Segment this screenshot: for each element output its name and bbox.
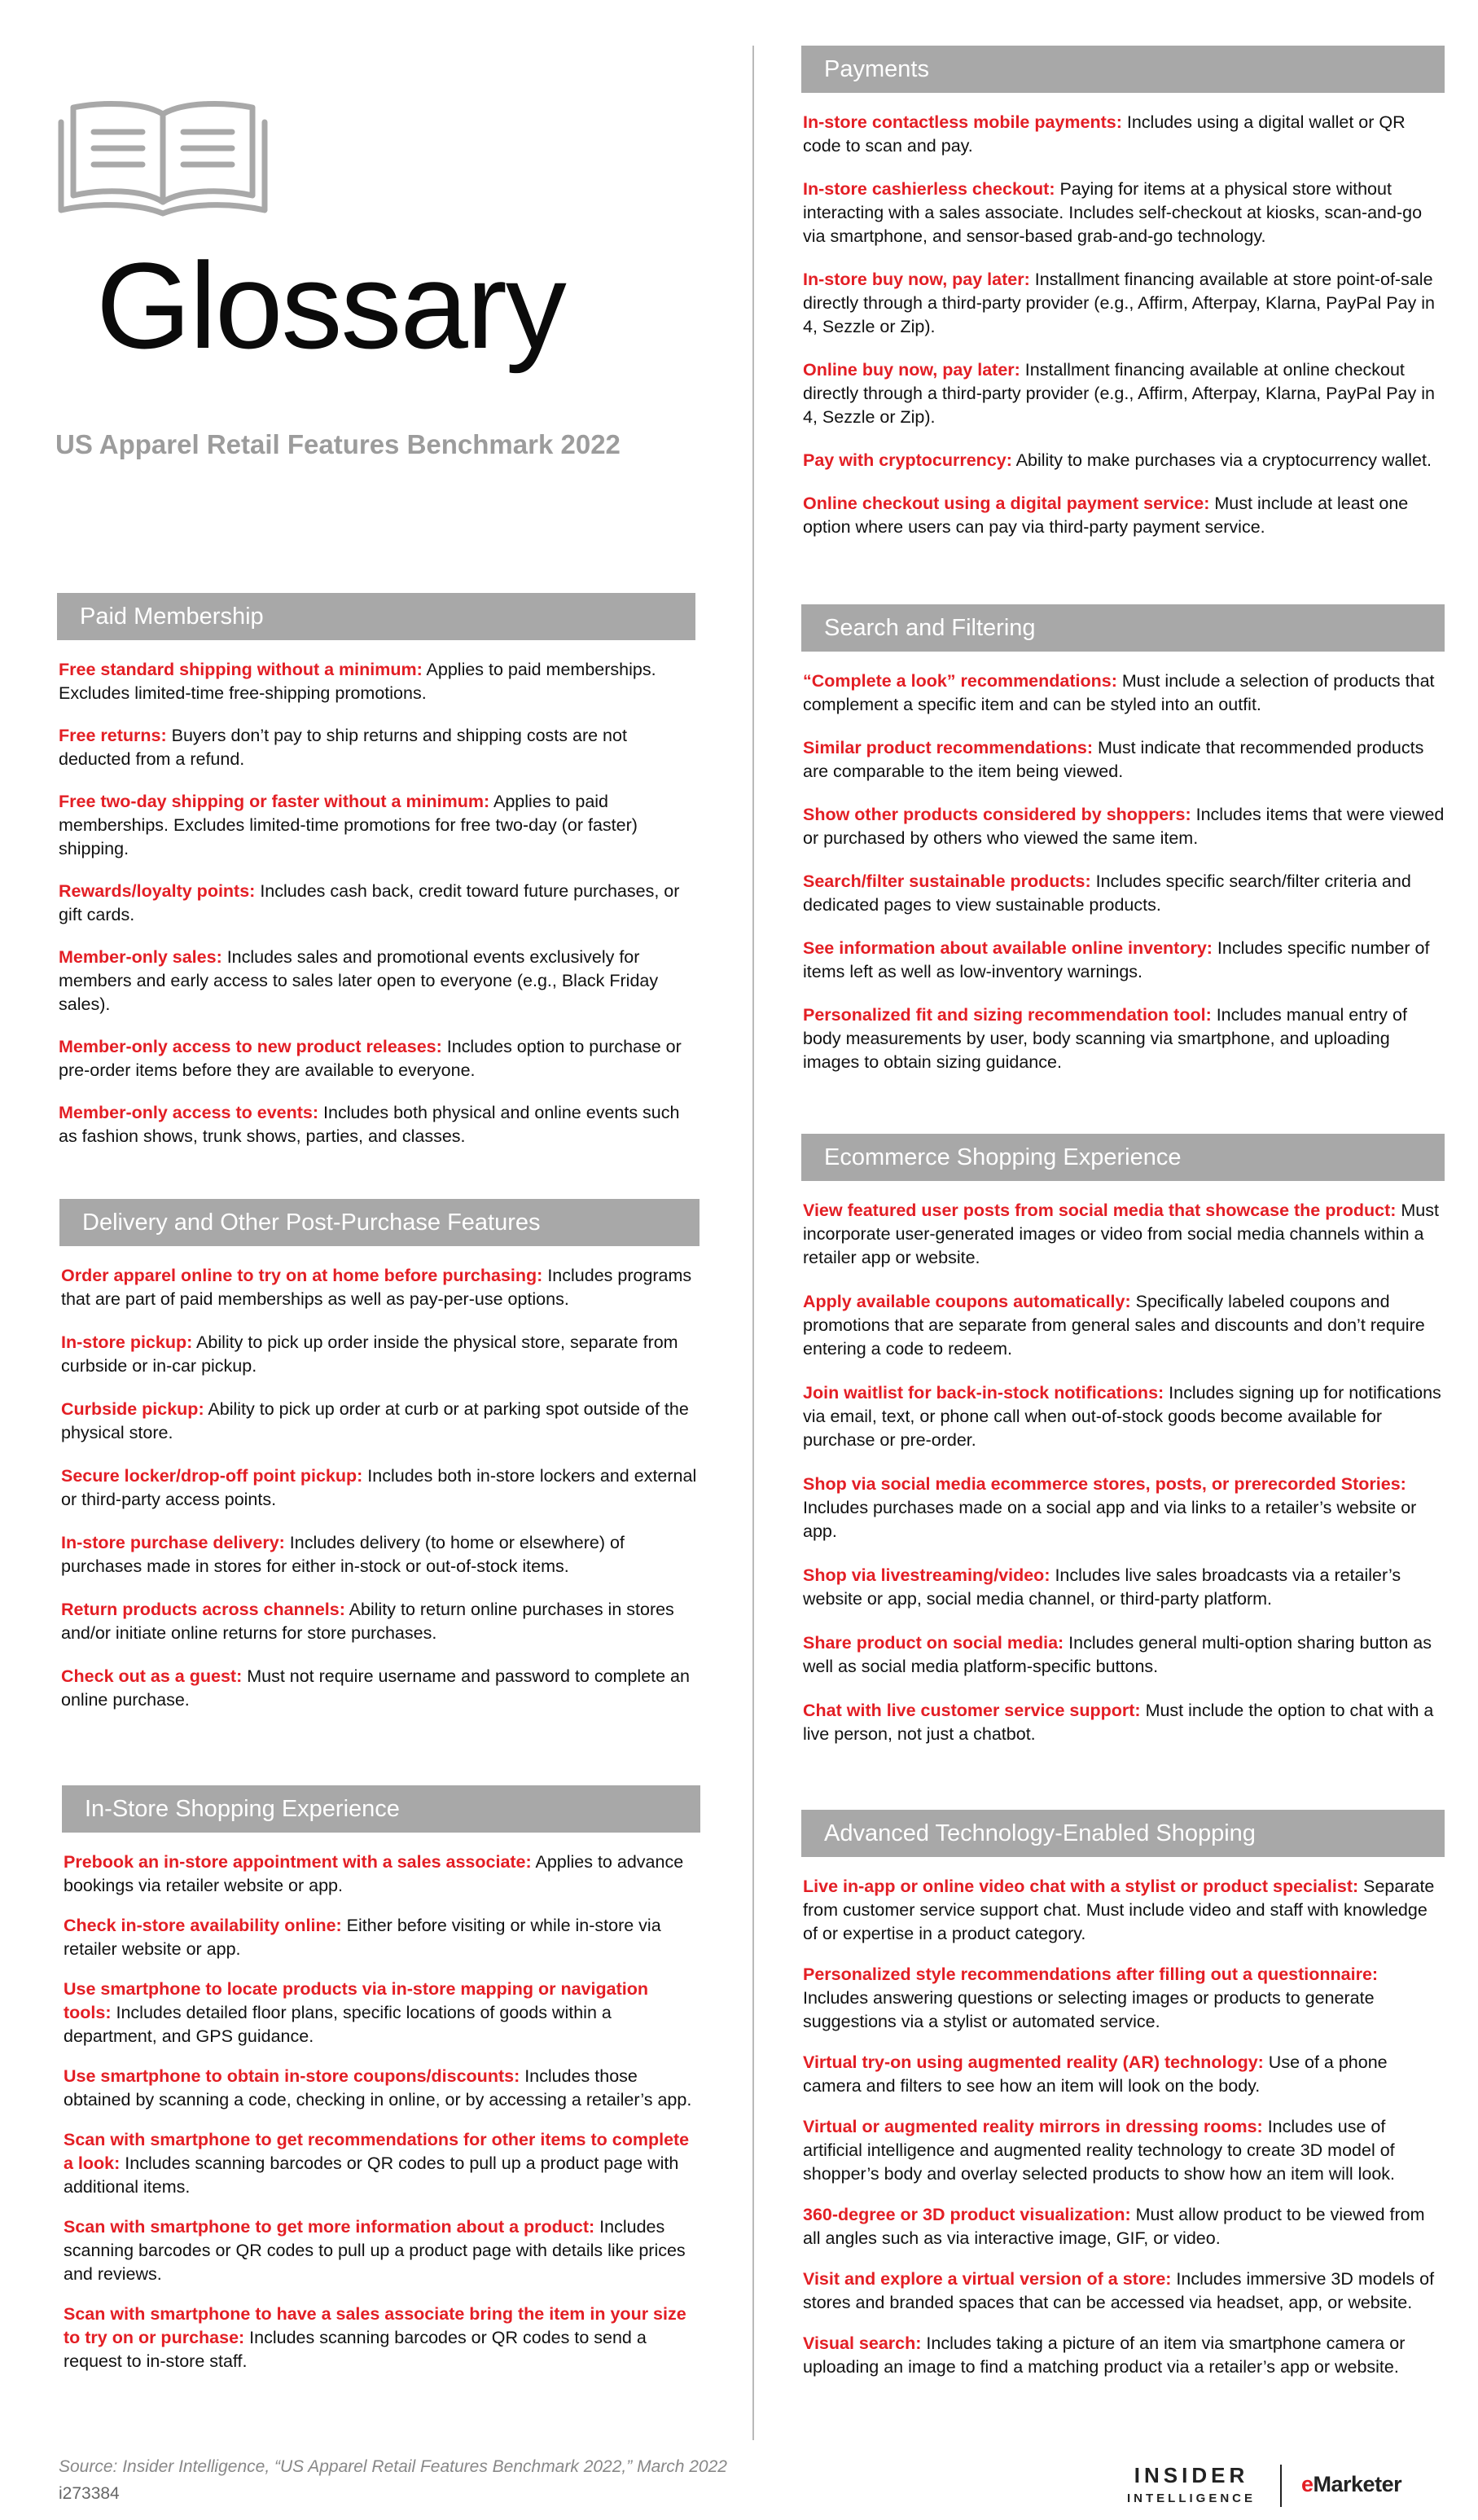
glossary-entry — [803, 492, 1445, 539]
chart-id: i273384 — [59, 2484, 120, 2503]
section-paid-membership — [57, 593, 695, 1167]
glossary-entry — [64, 2215, 700, 2286]
glossary-definition: Includes immersive 3D models of stores and branded spaces that can be accessed via headset, app, or website. — [803, 2269, 1435, 2312]
glossary-entry — [61, 1264, 700, 1311]
glossary-entry — [64, 1850, 700, 1898]
glossary-definition: Installment financing available at store point-of-sale directly through a third-party provider (e.g., Affirm, Afterpay, Klarna, PayPal Pay in 4, Sezzle or Zip). — [803, 270, 1435, 336]
glossary-term: Show other products considered by shoppers: — [803, 805, 1191, 824]
glossary-entry — [803, 1290, 1445, 1361]
glossary-entry — [64, 2128, 700, 2199]
glossary-term: Scan with smartphone to get recommendations for other items to complete a look: — [64, 2130, 690, 2173]
glossary-term: Curbside pickup: — [61, 1399, 204, 1419]
section-delivery — [59, 1199, 700, 1732]
glossary-entry — [803, 670, 1445, 717]
glossary-term: Apply available coupons automatically: — [803, 1292, 1131, 1311]
glossary-entry — [803, 1631, 1445, 1679]
glossary-term: Online buy now, pay later: — [803, 360, 1020, 380]
glossary-entry — [803, 2332, 1445, 2379]
glossary-term: Free two-day shipping or faster without a minimum: — [59, 792, 490, 811]
glossary-term: Prebook an in-store appointment with a sales associate: — [64, 1852, 532, 1872]
glossary-definition: Applies to paid memberships. Excludes limited-time free-shipping promotions. — [59, 660, 656, 703]
glossary-entry — [59, 658, 695, 705]
glossary-definition: Includes scanning barcodes or QR codes to send a request to in-store staff. — [64, 2328, 647, 2371]
section-payments — [801, 46, 1445, 559]
glossary-term: Return products across channels: — [61, 1600, 345, 1619]
glossary-definition: Must include a selection of products that complement a specific item and can be styled into an outfit. — [803, 671, 1435, 714]
glossary-term: In-store buy now, pay later: — [803, 270, 1030, 289]
logo-e: e — [1301, 2472, 1314, 2496]
glossary-term: Search/filter sustainable products: — [803, 871, 1091, 891]
glossary-term: “Complete a look” recommendations: — [803, 671, 1117, 691]
glossary-definition: Includes answering questions or selecting images or products to generate suggestions via a stylist or automated service. — [803, 1988, 1375, 2031]
glossary-entry — [803, 1473, 1445, 1543]
glossary-definition: Includes specific number of items left as well as low-inventory warnings. — [803, 938, 1430, 981]
glossary-entry — [803, 937, 1445, 984]
glossary-entry — [59, 724, 695, 771]
glossary-definition: Separate from customer service support chat. Must include video and staff with knowledge of or expertise in a product category. — [803, 1877, 1435, 1943]
glossary-definition: Includes delivery (to home or elsewhere) of purchases made in stores for either in-stock or out-of-stock items. — [61, 1533, 625, 1576]
emarketer-logo — [1301, 2472, 1401, 2497]
glossary-entry — [803, 1963, 1445, 2034]
glossary-definition: Includes purchases made on a social app and via links to a retailer’s website or app. — [803, 1498, 1417, 1541]
glossary-term: Scan with smartphone to have a sales associate bring the item in your size to try on or purchase: — [64, 2304, 686, 2347]
glossary-definition: Includes scanning barcodes or QR codes to pull up a product page with additional items. — [64, 2153, 679, 2197]
glossary-term: Shop via social media ecommerce stores, posts, or prerecorded Stories: — [803, 1474, 1406, 1494]
glossary-entry — [803, 1875, 1445, 1946]
glossary-definition: Includes scanning barcodes or QR codes to pull up a product page with details like prices and reviews. — [64, 2217, 686, 2284]
insider-intelligence-logo — [1127, 2463, 1256, 2505]
glossary-entry — [803, 2203, 1445, 2250]
glossary-term: 360-degree or 3D product visualization: — [803, 2205, 1131, 2224]
glossary-entry — [803, 2051, 1445, 2098]
section-heading: Search and Filtering — [801, 604, 1445, 652]
glossary-definition: Includes general multi-option sharing button as well as social media platform-specific buttons. — [803, 1633, 1432, 1676]
glossary-entry — [61, 1464, 700, 1512]
glossary-entry — [61, 1665, 700, 1712]
glossary-entry — [803, 803, 1445, 850]
glossary-entry — [803, 2115, 1445, 2186]
logo-separator — [1280, 2465, 1282, 2507]
glossary-term: Share product on social media: — [803, 1633, 1064, 1653]
glossary-entry — [64, 2065, 700, 2112]
glossary-definition: Includes live sales broadcasts via a retailer’s website or app, social media channel, or third-party platform. — [803, 1565, 1401, 1609]
glossary-definition: Includes specific search/filter criteria and dedicated pages to view sustainable products. — [803, 871, 1411, 915]
section-advanced-tech — [801, 1810, 1445, 2396]
glossary-term: Pay with cryptocurrency: — [803, 450, 1012, 470]
glossary-definition: Must incorporate user-generated images or video from social media channels within a retailer app or website. — [803, 1201, 1439, 1267]
glossary-entry — [64, 1914, 700, 1961]
glossary-term: Check in-store availability online: — [64, 1916, 342, 1935]
logo-marketer: Marketer — [1313, 2472, 1402, 2496]
section-ecommerce — [801, 1134, 1445, 1767]
glossary-term: Join waitlist for back-in-stock notifications: — [803, 1383, 1164, 1403]
glossary-definition: Includes manual entry of body measurements by user, body scanning via smartphone, and uploading images to obtain sizing guidance. — [803, 1005, 1407, 1072]
glossary-term: Personalized style recommendations after filling out a questionnaire: — [803, 1965, 1379, 1984]
logo-line2: INTELLIGENCE — [1127, 2491, 1257, 2505]
glossary-entry — [803, 358, 1445, 429]
glossary-entry — [64, 2303, 700, 2373]
glossary-definition: Includes detailed floor plans, specific locations of goods within a department, and GPS guidance. — [64, 2003, 612, 2046]
glossary-term: Personalized fit and sizing recommendation tool: — [803, 1005, 1212, 1025]
page-subtitle: US Apparel Retail Features Benchmark 2022 — [55, 429, 621, 459]
glossary-term: Member-only access to events: — [59, 1103, 319, 1122]
glossary-definition: Includes programs that are part of paid memberships as well as pay-per-use options. — [61, 1266, 692, 1309]
glossary-definition: Includes use of artificial intelligence and augmented reality technology to create 3D model of shopper’s body and overlay selected products to show how an item will look. — [803, 2117, 1396, 2184]
glossary-definition: Includes both in-store lockers and external or third-party access points. — [61, 1466, 697, 1509]
glossary-term: Member-only sales: — [59, 947, 222, 967]
section-heading: In-Store Shopping Experience — [62, 1785, 700, 1833]
glossary-term: In-store cashierless checkout: — [803, 179, 1055, 199]
glossary-definition: Use of a phone camera and filters to see how an item will look on the body. — [803, 2052, 1388, 2096]
glossary-definition: Specifically labeled coupons and promotions that are separate from general sales and discounts and don’t require entering a code to redeem. — [803, 1292, 1425, 1359]
section-heading: Ecommerce Shopping Experience — [801, 1134, 1445, 1181]
glossary-entry — [803, 1381, 1445, 1452]
glossary-entry — [803, 2268, 1445, 2315]
glossary-definition: Buyers don’t pay to ship returns and shipping costs are not deducted from a refund. — [59, 726, 627, 769]
glossary-entry — [61, 1398, 700, 1445]
glossary-entry — [803, 178, 1445, 248]
glossary-entry — [59, 1101, 695, 1148]
glossary-term: Secure locker/drop-off point pickup: — [61, 1466, 363, 1486]
glossary-definition: Either before visiting or while in-store via retailer website or app. — [64, 1916, 661, 1959]
glossary-definition: Applies to paid memberships. Excludes limited-time promotions for free two-day (or faster) shipping. — [59, 792, 638, 858]
glossary-definition: Applies to advance bookings via retailer website or app. — [64, 1852, 684, 1895]
glossary-term: In-store pickup: — [61, 1332, 193, 1352]
glossary-definition: Installment financing available at online checkout directly through a third-party provider (e.g., Affirm, Afterpay, Klarna, PayPal Pay in 4, Sezzle or Zip). — [803, 360, 1435, 427]
glossary-entry — [61, 1331, 700, 1378]
glossary-definition: Includes items that were viewed or purchased by others who viewed the same item. — [803, 805, 1445, 848]
glossary-term: Check out as a guest: — [61, 1666, 243, 1686]
glossary-term: See information about available online inventory: — [803, 938, 1213, 958]
logo-line1: INSIDER — [1134, 2463, 1249, 2487]
glossary-entry — [803, 1199, 1445, 1270]
glossary-definition: Must include the option to chat with a live person, not just a chatbot. — [803, 1701, 1434, 1744]
glossary-entry — [803, 111, 1445, 158]
glossary-entry — [59, 880, 695, 927]
glossary-term: Visit and explore a virtual version of a store: — [803, 2269, 1172, 2289]
glossary-definition: Must not require username and password to complete an online purchase. — [61, 1666, 690, 1710]
section-in-store — [62, 1785, 700, 2390]
glossary-entry — [803, 1699, 1445, 1746]
glossary-entry — [59, 946, 695, 1016]
source-note: Source: Insider Intelligence, “US Apparel Retail Features Benchmark 2022,” March 2022 — [59, 2457, 727, 2476]
glossary-entry — [803, 870, 1445, 917]
glossary-term: Virtual try-on using augmented reality (AR) technology: — [803, 2052, 1264, 2072]
glossary-definition: Ability to return online purchases in stores and/or initiate online returns for store purchases. — [61, 1600, 674, 1643]
glossary-entry — [803, 736, 1445, 784]
glossary-definition: Includes taking a picture of an item via smartphone camera or uploading an image to find a matching product via a retailer’s app or website. — [803, 2333, 1406, 2377]
glossary-definition: Includes using a digital wallet or QR code to scan and pay. — [803, 112, 1406, 156]
glossary-term: Live in-app or online video chat with a stylist or product specialist: — [803, 1877, 1359, 1896]
glossary-term: Free returns: — [59, 726, 167, 745]
section-heading: Paid Membership — [57, 593, 695, 640]
section-search-filtering — [801, 604, 1445, 1094]
glossary-definition: Must allow product to be viewed from all angles such as via interactive image, GIF, or video. — [803, 2205, 1425, 2248]
glossary-term: Chat with live customer service support: — [803, 1701, 1141, 1720]
glossary-term: Virtual or augmented reality mirrors in dressing rooms: — [803, 2117, 1263, 2136]
glossary-definition: Ability to make purchases via a cryptocurrency wallet. — [1011, 450, 1432, 470]
glossary-term: Visual search: — [803, 2333, 922, 2353]
glossary-term: Online checkout using a digital payment service: — [803, 494, 1210, 513]
glossary-term: In-store purchase delivery: — [61, 1533, 285, 1552]
glossary-definition: Includes cash back, credit toward future purchases, or gift cards. — [59, 881, 680, 924]
glossary-term: Shop via livestreaming/video: — [803, 1565, 1050, 1585]
section-heading: Payments — [801, 46, 1445, 93]
glossary-term: Scan with smartphone to get more information about a product: — [64, 2217, 595, 2237]
glossary-definition: Includes option to purchase or pre-order items before they are available to everyone. — [59, 1037, 682, 1080]
glossary-definition: Ability to pick up order inside the physical store, separate from curbside or in-car pickup. — [61, 1332, 678, 1376]
glossary-entry — [803, 1003, 1445, 1074]
section-heading: Delivery and Other Post-Purchase Features — [59, 1199, 700, 1246]
glossary-entry — [59, 1035, 695, 1082]
open-book-icon — [53, 98, 273, 220]
glossary-term: Use smartphone to obtain in-store coupons/discounts: — [64, 2066, 520, 2086]
glossary-definition: Must indicate that recommended products are comparable to the item being viewed. — [803, 738, 1424, 781]
glossary-definition: Ability to pick up order at curb or at parking spot outside of the physical store. — [61, 1399, 689, 1442]
glossary-definition: Must include at least one option where users can pay via third-party payment service. — [803, 494, 1409, 537]
glossary-definition: Includes sales and promotional events exclusively for members and early access to sales later open to everyone (e.g., Black Friday sales). — [59, 947, 659, 1014]
glossary-term: Order apparel online to try on at home before purchasing: — [61, 1266, 543, 1285]
section-heading: Advanced Technology-Enabled Shopping — [801, 1810, 1445, 1857]
column-divider — [752, 46, 754, 2440]
glossary-term: Use smartphone to locate products via in-store mapping or navigation tools: — [64, 1979, 648, 2022]
glossary-entry — [59, 790, 695, 861]
glossary-term: View featured user posts from social media that showcase the product: — [803, 1201, 1397, 1220]
page-title: Glossary — [96, 237, 565, 374]
glossary-entry — [803, 268, 1445, 339]
glossary-definition: Includes both physical and online events such as fashion shows, trunk shows, parties, and classes. — [59, 1103, 680, 1146]
glossary-entry — [61, 1531, 700, 1578]
glossary-definition: Includes those obtained by scanning a code, checking in online, or by accessing a retailer’s app. — [64, 2066, 692, 2110]
glossary-term: Similar product recommendations: — [803, 738, 1094, 757]
glossary-entry — [64, 1978, 700, 2048]
glossary-entry — [803, 449, 1445, 472]
glossary-definition: Includes signing up for notifications via email, text, or phone call when out-of-stock goods become available for purchase or pre-order. — [803, 1383, 1441, 1450]
glossary-term: In-store contactless mobile payments: — [803, 112, 1122, 132]
glossary-entry — [803, 1564, 1445, 1611]
glossary-term: Rewards/loyalty points: — [59, 881, 256, 901]
glossary-entry — [61, 1598, 700, 1645]
glossary-term: Member-only access to new product releases: — [59, 1037, 442, 1056]
glossary-definition: Paying for items at a physical store without interacting with a sales associate. Includes self-checkout at kiosks, scan-and-go via smartphone, and sensor-based grab-and-go technology. — [803, 179, 1423, 246]
glossary-term: Free standard shipping without a minimum: — [59, 660, 423, 679]
